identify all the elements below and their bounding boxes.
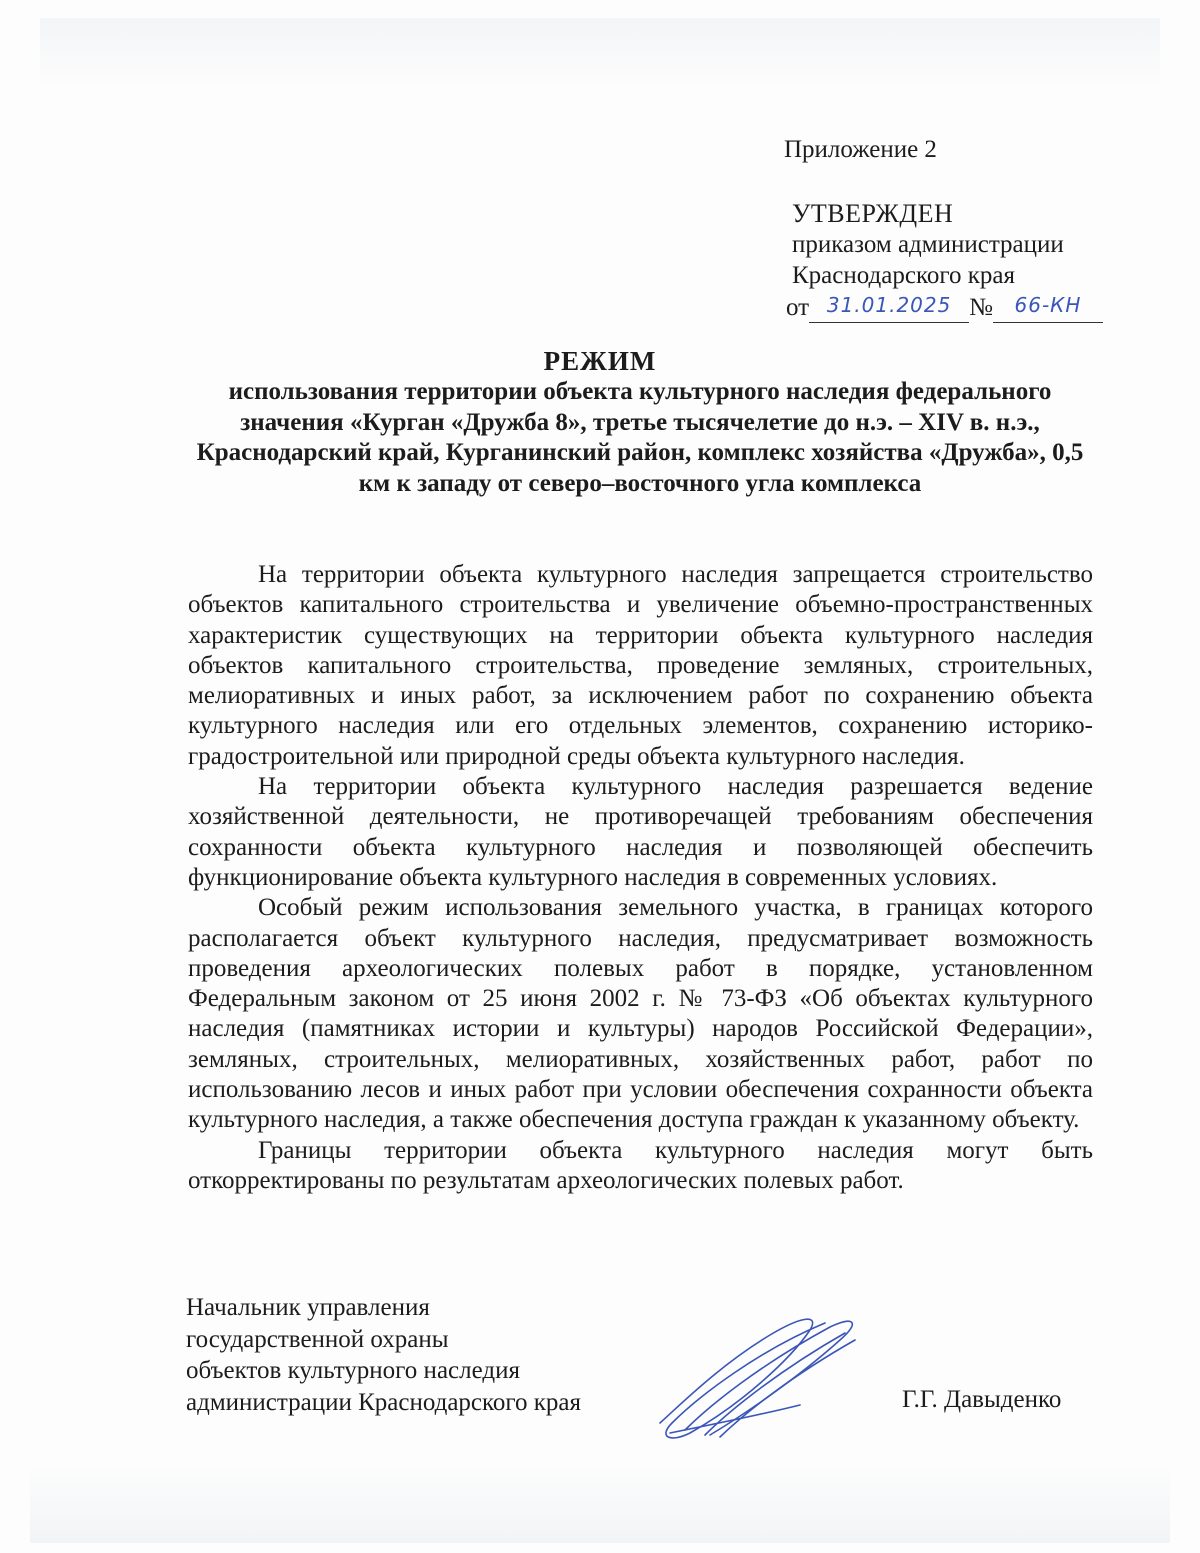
date-fill-line [809,293,969,323]
signatory-line1: Начальник управления [186,1294,430,1321]
document-body [188,560,1093,1196]
appendix-label: Приложение 2 [784,136,937,163]
handwritten-number: 66-КН [1014,293,1082,317]
approved-stamp-text: УТВЕРЖДЕН [792,199,954,228]
document-title: РЕЖИМ [543,346,657,376]
signatory-line2: государственной охраны [186,1325,449,1353]
number-sign: № [969,294,993,321]
approved-by-line2: Краснодарского края [792,262,1015,289]
scan-shade-top [40,18,1160,88]
signatory-line4: администрации Краснодарского края [186,1388,582,1416]
handwritten-signature [650,1305,870,1445]
signer-name: Г.Г. Давыденко [902,1386,1062,1413]
number-fill-line [993,293,1103,323]
body-paragraph: На территории объекта культурного наследия разрешается ведение хозяйственной деятельности, не противоречащей требованиям обеспечения сохранности объекта культурного наследия и позволяющей обеспечить функционирование объекта культурного наследия в современных условиях. [188,773,1093,891]
approved-by-line1: приказом администрации [792,231,1064,258]
approval-block [792,198,1064,291]
body-paragraph: Особый режим использования земельного участка, в границах которого располагается объект культурного наследия, предусматривает возможность проведения археологических полевых работ в порядке, установленном Федеральным законом от 25 июня 2002 г. № 73-ФЗ «Об объектах культурного наследия (памятниках истории и культуры) народов Российской Федерации», земляных, строительных, мелиоративных, хозяйственных работ, работ по использованию лесов и иных работ при условии обеспечения сохранности объекта культурного наследия, а также обеспечения доступа граждан к указанному объекту. [188,894,1093,1134]
body-paragraph: Границы территории объекта культурного наследия могут быть откорректированы по результатам археологических полевых работ. [188,1136,1093,1194]
body-paragraph: На территории объекта культурного наследия запрещается строительство объектов капитального строительства и увеличение объемно-пространственных характеристик существующих на территории объекта культурного наследия объектов капитального строительства, проведение земляных, строительных, мелиоративных и иных работ, за исключением работ по сохранению объекта культурного наследия или его отдельных элементов, сохранению историко-градостроительной или природной среды объекта культурного наследия. [188,561,1093,770]
signatory-position [186,1292,581,1418]
scan-shade-bottom [30,1463,1170,1543]
handwritten-date: 31.01.2025 [826,293,952,317]
signatory-line3: объектов культурного наследия [186,1357,520,1384]
date-prefix: от [786,294,810,321]
document-subtitle: использования территории объекта культурного наследия федерального значения «Курган «Дружба 8», третье тысячелетие до н.э. – XIV в. н.э., Краснодарский край, Курганинский район, комплекс хозяйства «Дружба», 0,5 км к западу от северо–восточного угла комплекса [196,378,1084,497]
order-date-line [786,292,1103,323]
